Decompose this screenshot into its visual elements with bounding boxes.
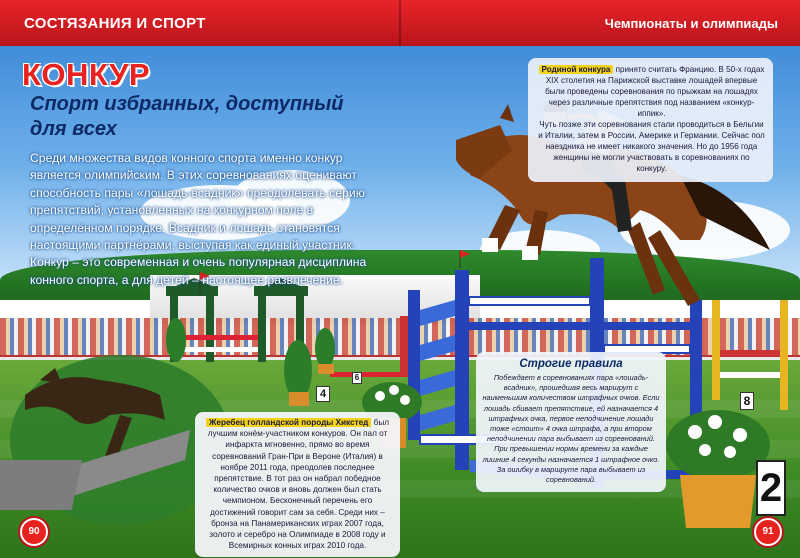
article-title: КОНКУР	[22, 57, 151, 92]
obstacle-number-sign: 4	[316, 386, 330, 402]
rules-box	[476, 352, 666, 492]
rules-text: Побеждает в соревнованиях пара «лошадь-всадник», прошедшая весь маршрут с наименьшим количеством штрафных очков. Если лошадь сбивает препятствие, ей назначается 4 штрафных очка, первое неподчинение лошади тоже «стоит» 4 очка штрафа, а при втором неподчинении пара выбывает из соревнований. При превышении нормы времени за каждые лишние 4 секунды назначается 1 штрафное очко. За ошибку в маршруте пара выбывает из соревнований.	[482, 373, 660, 485]
header-bar	[0, 0, 800, 46]
history-note-text-2: Чуть позже эти соревнования стали проводиться в Бельгии и Италии, затем в России, Америке и Германии. Сейчас пол наездника не имеет никакого значения. Но до 1956 года женщины не могли участвовать в соревнованиях по конкуру.	[538, 120, 765, 173]
history-note	[528, 58, 773, 182]
page-fold	[399, 0, 401, 46]
section-title-right: Чемпионаты и олимпиады	[604, 16, 778, 31]
big-obstacle-number: 2	[756, 460, 786, 516]
article-subtitle: Спорт избранных, доступный для всех	[30, 93, 344, 140]
obstacle-number-sign: 6	[352, 372, 362, 384]
history-note-text: принято считать Францию. В 50-х годах XIX столетия на Парижской выставке лошадей впервые были проведены соревнования по прыжкам на лошадях через различные препятствия под названием «конкур-иппик».	[545, 65, 765, 118]
horse-fact-text: был лучшим конём-участником конкуров. Он пал от инфаркта мгновенно, прямо во время соревнований Гран-При в Вероне (Италия) в ноябре 2011 года, преодолев последнее препятствие. В тот раз он набрал победное количество очков и вновь должен был стать чемпионом. Бесконечный перечень его достижений говорит сам за себя. Среди них – бронза на Панамериканских играх 2007 года, золото и серебро на Олимпиаде в 2008 году и Всемирных конных играх 2010 года.	[207, 418, 389, 551]
article-intro: Среди множества видов конного спорта именно конкур является олимпийским. В этих соревнованиях оценивают способность пары «лошадь-всадник» преодолевать серию препятствий, установленных на конкурном поле в определённом порядке. Всадник и лошадь становятся настоящими партнёрами, выступая как единый участник. Конкур – это современная и очень популярная дисциплина конного спорта, а для детей – настоящее развлечение.	[30, 151, 367, 287]
section-title-left: СОСТЯЗАНИЯ И СПОРТ	[24, 15, 206, 32]
horse-fact-highlight: Жеребец голландской породы Хикстед	[206, 418, 371, 427]
rules-title: Строгие правила	[519, 358, 623, 370]
page-number-left: 90	[20, 518, 48, 546]
page-number-right: 91	[754, 518, 782, 546]
history-note-highlight: Родиной конкура	[539, 65, 614, 74]
obstacle-number-sign: 8	[740, 392, 754, 410]
horse-fact-card	[195, 412, 400, 557]
